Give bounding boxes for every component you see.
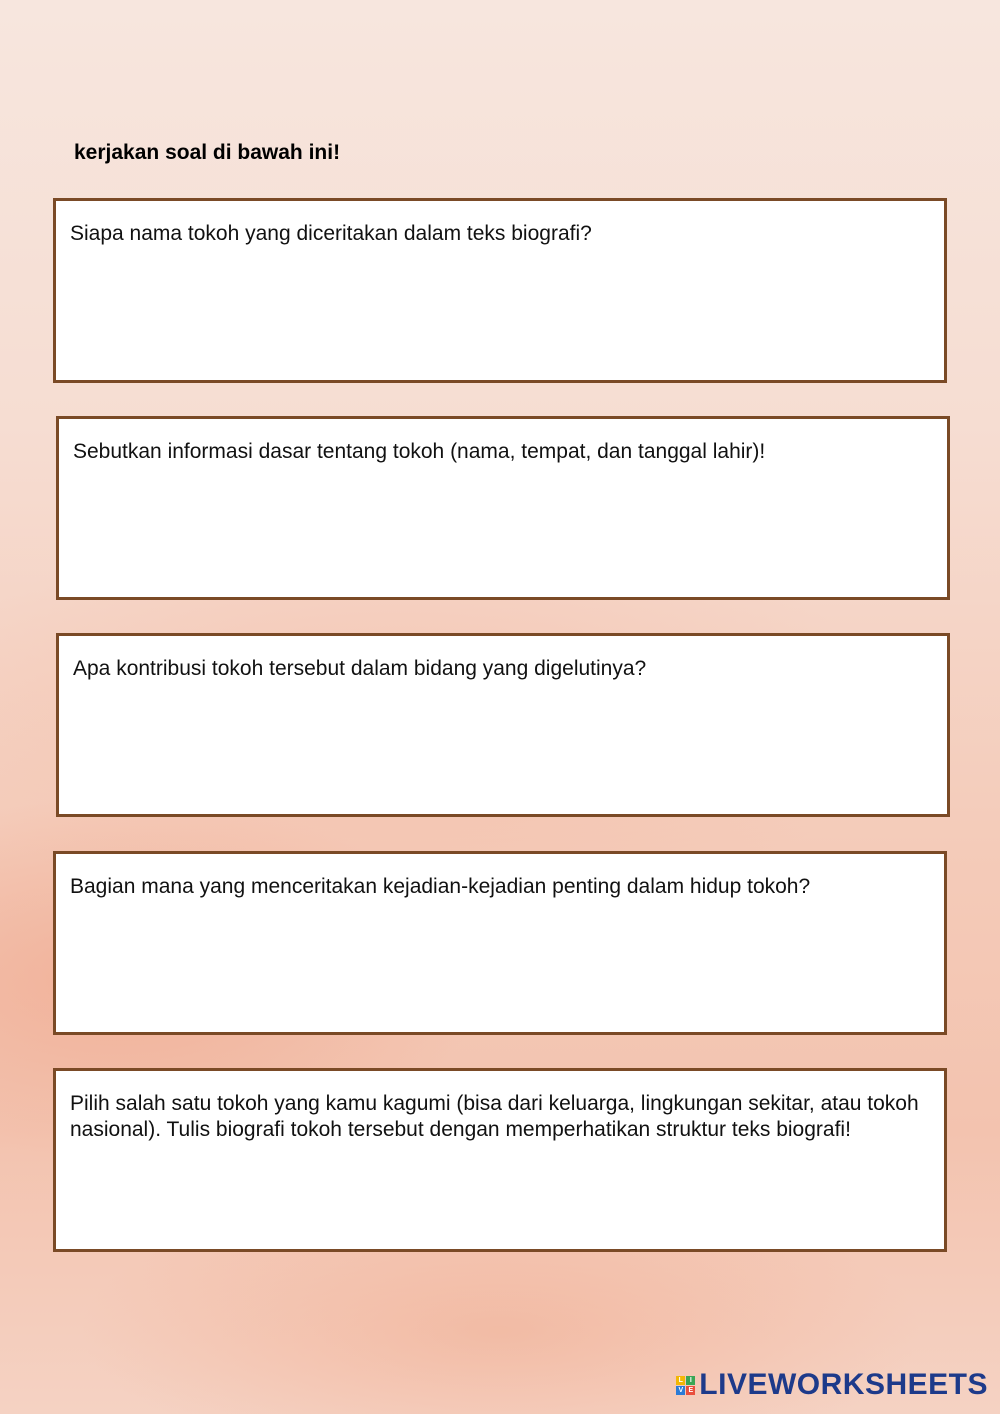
question-text-2: Sebutkan informasi dasar tentang tokoh (nama, tempat, dan tanggal lahir)! bbox=[73, 440, 766, 463]
question-text-1: Siapa nama tokoh yang diceritakan dalam teks biografi? bbox=[70, 222, 592, 245]
question-text-4: Bagian mana yang menceritakan kejadian-kejadian penting dalam hidup tokoh? bbox=[70, 875, 811, 898]
question-box-3[interactable] bbox=[56, 633, 950, 817]
question-box-2[interactable] bbox=[56, 416, 950, 600]
logo-letter-i: I bbox=[686, 1376, 695, 1385]
logo-mark-icon bbox=[676, 1376, 695, 1395]
instruction-heading: kerjakan soal di bawah ini! bbox=[74, 141, 341, 164]
question-box-5[interactable] bbox=[53, 1068, 947, 1252]
liveworksheets-logo bbox=[676, 1368, 988, 1402]
logo-letter-e: E bbox=[686, 1386, 695, 1395]
logo-text: LIVEWORKSHEETS bbox=[699, 1368, 988, 1401]
question-box-1[interactable] bbox=[53, 198, 947, 383]
question-box-4[interactable] bbox=[53, 851, 947, 1035]
logo-letter-v: V bbox=[676, 1386, 685, 1395]
logo-letter-l: L bbox=[676, 1376, 685, 1385]
question-text-3: Apa kontribusi tokoh tersebut dalam bidang yang digelutinya? bbox=[73, 657, 647, 680]
question-text-5: Pilih salah satu tokoh yang kamu kagumi (bisa dari keluarga, lingkungan sekitar, atau tokoh nasional). Tulis biografi tokoh tersebut dengan memperhatikan struktur teks biografi! bbox=[70, 1092, 919, 1141]
